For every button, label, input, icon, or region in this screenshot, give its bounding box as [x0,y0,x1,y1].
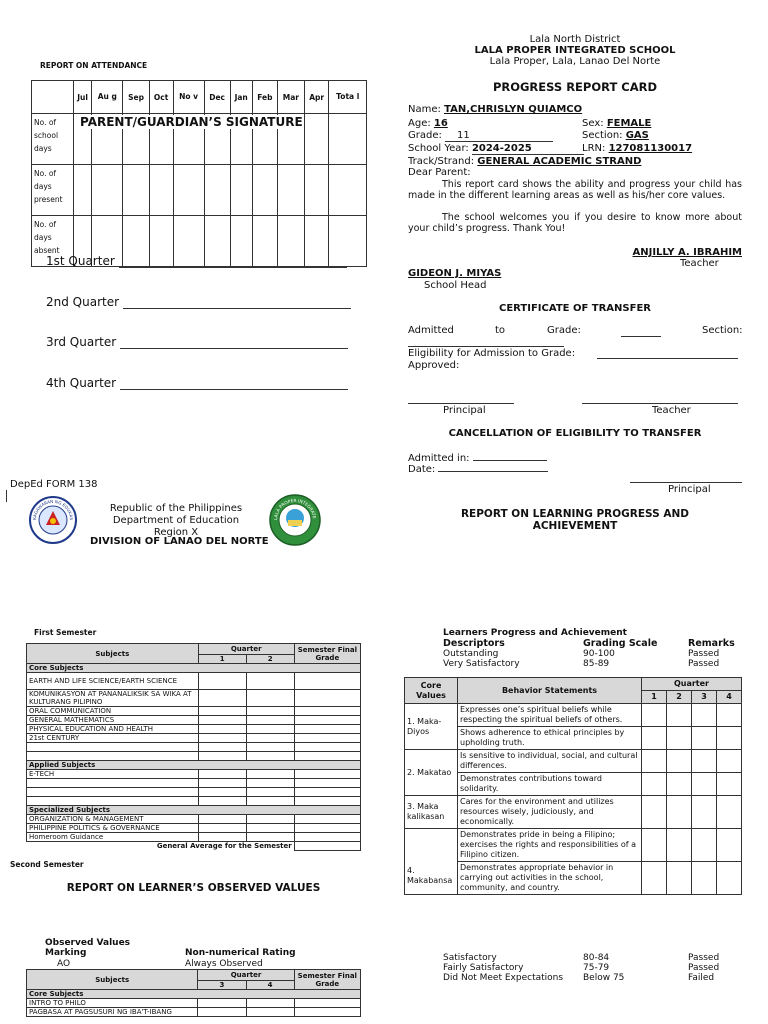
first-semester-label: First Semester [34,628,97,637]
student-track: GENERAL ACADEMIC STRAND [477,156,642,167]
republic: Republic of the Philippines [109,503,243,514]
age-field: Age: 16 [408,118,448,129]
student-grade: 11 [445,130,553,142]
student-sex: FEMALE [606,118,652,129]
rating-header: Non-numerical Rating [185,948,296,958]
month-mar: Mar [278,81,305,114]
value-row [405,829,742,862]
specialized-subjects-label: Specialized Subjects [27,806,361,815]
applied-subjects-label: Applied Subjects [27,761,361,770]
behavior-header: Behavior Statements [458,678,642,704]
department: Department of Education [112,515,240,526]
student-age: 16 [433,118,448,129]
grading-scale-header: Grading Scale [583,638,658,649]
subject-row: KOMUNIKASYON AT PANANALIKSIK SA WIKA AT KULTURANG PILIPINO [27,690,361,707]
subjects-header: Subjects [27,644,199,664]
sex-field: Sex: FEMALE [582,118,652,129]
head-label: School Head [424,280,487,291]
core-value-name: 2. Makatao [405,750,458,796]
card-title: PROGRESS REPORT CARD [492,80,658,94]
eligibility-label: Eligibility for Admission to Grade: [408,348,576,359]
row-label: No. of days present [32,165,74,216]
month-jan: Jan [230,81,252,114]
behavior-statement: Shows adherence to ethical principles by upholding truth. [458,727,642,750]
progress-rows-top [443,649,520,669]
quarter-3-line [46,335,348,349]
learning-title: REPORT ON LEARNING PROGRESS AND ACHIEVEMENT [460,508,690,532]
subject-row: INTRO TO PHILO [27,999,361,1008]
school-address: Lala Proper, Lala, Lanao Del Norte [489,56,661,67]
school-year: 2024-2025 [472,143,584,155]
header-block [90,503,262,539]
progress-title: Learners Progress and Achievement [443,628,627,638]
second-semester-table [26,969,361,1017]
core-subjects-label: Core Subjects [27,664,361,673]
core-values-table: Core Values Behavior Statements Quarter 1 2 3 4 1. Maka-Diyos Expresses one’s spiritual beliefs while respecting the spiritual beliefs of others. Shows adherence to ethical principles by upholding truth. 2. Makatao Is sensitive to individual, social, and cultural differences. Demonstrates contributions toward solidarity. 3. Maka kalikasan Cares for the environment and utilizes resources wisely, judiciously, and economically. 4. Makabansa Demonstrates pride in being a Filipino; exercises the rights and responsibilities of a Filipino citizen. Demonstrates appropriate behavior in carrying out activities in the school, community, and country. [404,677,742,895]
month-feb: Feb [252,81,277,114]
descriptor-row: Outstanding [443,649,499,659]
date-line: Date: [408,461,548,475]
behavior-statement: Is sensitive to individual, social, and cultural differences. [458,750,642,773]
school-name: LALA PROPER INTEGRATED SCHOOL [474,45,676,56]
quarter-4-line [46,376,348,390]
marking-header: Marking [45,948,87,958]
descriptors-header: Descriptors [443,638,505,649]
teacher-name: ANJILLY A. IBRAHIM [632,247,742,258]
dear-parent: Dear Parent: [408,167,471,178]
subject-row [27,752,361,761]
attendance-header-row [32,81,367,114]
quarter-label: 2nd Quarter [46,295,120,309]
name-field: Name: TAN,CHRISLYN QUIAMCO [408,104,583,115]
subject-row [27,797,361,806]
subject-row: 21st CENTURY [27,734,361,743]
value-row [405,704,742,727]
month-nov: No v [173,81,204,114]
month-oct: Oct [149,81,173,114]
seal-text: KAGAWARAN NG EDUKAS [31,498,75,521]
month-total: Tota l [329,81,367,114]
admitted-label: Admitted [408,325,454,336]
quarter-4-header: 4 [246,981,294,990]
subject-row: PAGBASA AT PAGSUSURI NG IBA'T-IBANG [27,1008,361,1017]
principal-label: Principal [443,405,486,416]
progress-rows-bottom [443,953,563,983]
subject-row [27,743,361,752]
subject-row: GENERAL MATHEMATICS [27,716,361,725]
school-logo-text: LALA PROPER INTEGRATE [273,498,316,521]
letter-para-2: The school welcomes you if you desire to know more about your child’s progress. Thank You! [408,212,742,234]
row-label: No. of school days [32,114,74,165]
quarter-label: 1st Quarter [46,254,115,268]
subject-row [27,779,361,788]
month-apr: Apr [304,81,329,114]
region: Region X [153,527,199,538]
quarter-1-line [46,254,347,268]
second-semester-label: Second Semester [10,860,84,869]
behavior-statement: Demonstrates appropriate behavior in carrying out activities in the school, community, and country. [458,862,642,895]
attendance-table [31,80,367,267]
certificate-title: CERTIFICATE OF TRANSFER [499,303,651,314]
quarter-label: 4th Quarter [46,376,117,390]
subject-row: PHYSICAL EDUCATION AND HEALTH [27,725,361,734]
student-lrn: 127081130017 [608,143,693,154]
school-logo-icon [268,493,322,547]
cancellation-title: CANCELLATION OF ELIGIBILITY TO TRANSFER [448,428,702,439]
marking-ao-desc: Always Observed [185,959,263,969]
final-grade-header: Semester Final Grade [294,644,360,664]
subject-row: ORAL COMMUNICATION [27,707,361,716]
month-sep: Sep [123,81,149,114]
first-semester-table [26,643,361,851]
section-word: Section: [702,325,743,336]
student-section: GAS [625,130,649,141]
grade-word: Grade: [547,325,581,336]
subject-row: ORGANIZATION & MANAGEMENT [27,815,361,824]
quarter-label: 3rd Quarter [46,335,117,349]
approved-label: Approved: [408,360,460,371]
core-value-name: 3. Maka kalikasan [405,796,458,829]
section-field: Section: GAS [582,130,649,141]
subject-row: PHILIPPINE POLITICS & GOVERNANCE [27,824,361,833]
head-name: GIDEON J. MIYAS [408,268,502,279]
quarter-2-line [46,295,351,309]
parent-signature-title: PARENT/GUARDIAN’S SIGNATURE [80,115,303,129]
descriptor-row: Did Not Meet Expectations [443,973,564,983]
to-label: to [495,325,506,336]
lrn-field: LRN: 127081130017 [582,143,693,154]
general-average-label: General Average for the Semester [27,842,295,851]
letter-para-1: This report card shows the ability and progress your child has made in the different learning areas as well as his/her core values. [408,179,742,201]
behavior-statement: Expresses one’s spiritual beliefs while respecting the spiritual beliefs of others. [458,704,642,727]
observed-values-header: Observed Values [45,938,131,948]
behavior-statement: Cares for the environment and utilizes resources wisely, judiciously, and economically. [458,796,642,829]
row-label: No. of days absent [32,216,74,267]
month-aug: Au g [92,81,123,114]
teacher-label: Teacher [680,258,719,269]
quarter-2-header: 2 [246,655,294,664]
school-year-field: School Year: 2024-2025 [408,143,584,155]
attendance-title: REPORT ON ATTENDANCE [40,61,148,70]
student-name: TAN,CHRISLYN QUIAMCO [444,104,583,115]
quarter-header: Quarter [642,678,742,691]
core-subjects-label: Core Subjects [27,990,361,999]
subjects-header: Subjects [27,970,198,990]
marking-ao: AO [57,959,71,969]
value-row [405,796,742,829]
core-value-name: 4. Makabansa [405,829,458,895]
teacher-sign-label: Teacher [652,405,691,416]
core-values-header: Core Values [405,678,458,704]
month-dec: Dec [204,81,230,114]
descriptor-row: Fairly Satisfactory [443,963,524,973]
track-field: Track/Strand: GENERAL ACADEMIC STRAND [408,156,642,167]
admitted-in: Admitted in: [408,450,547,464]
subject-row: E-TECH [27,770,361,779]
subject-row [27,788,361,797]
quarter-header: Quarter [198,644,294,655]
month-jul: Jul [74,81,92,114]
remarks-header: Remarks [688,638,735,649]
subject-row: EARTH AND LIFE SCIENCE/EARTH SCIENCE [27,673,361,690]
descriptor-row: Very Satisfactory [443,659,520,669]
attendance-row [32,165,367,216]
district: Lala North District [529,34,621,45]
division: DIVISION OF LANAO DEL NORTE [90,536,269,547]
quarter-header: Quarter [198,970,294,981]
final-grade-header: Semester Final Grade [294,970,360,990]
subject-row: Homeroom Guidance [27,833,361,842]
value-row [405,750,742,773]
descriptor-row: Satisfactory [443,953,497,963]
principal-label-2: Principal [668,484,711,495]
behavior-statement: Demonstrates contributions toward solidarity. [458,773,642,796]
observed-values-title: REPORT ON LEARNER’S OBSERVED VALUES [66,882,321,894]
deped-form: DepEd FORM 138 [10,479,98,490]
school-header [408,34,742,67]
core-value-name: 1. Maka-Diyos [405,704,458,750]
quarter-3-header: 3 [198,981,246,990]
grade-field: Grade: 11 [408,130,553,142]
deped-seal-icon [28,495,78,545]
quarter-1-header: 1 [198,655,246,664]
behavior-statement: Demonstrates pride in being a Filipino; exercises the rights and responsibilities of a Filipino citizen. [458,829,642,862]
